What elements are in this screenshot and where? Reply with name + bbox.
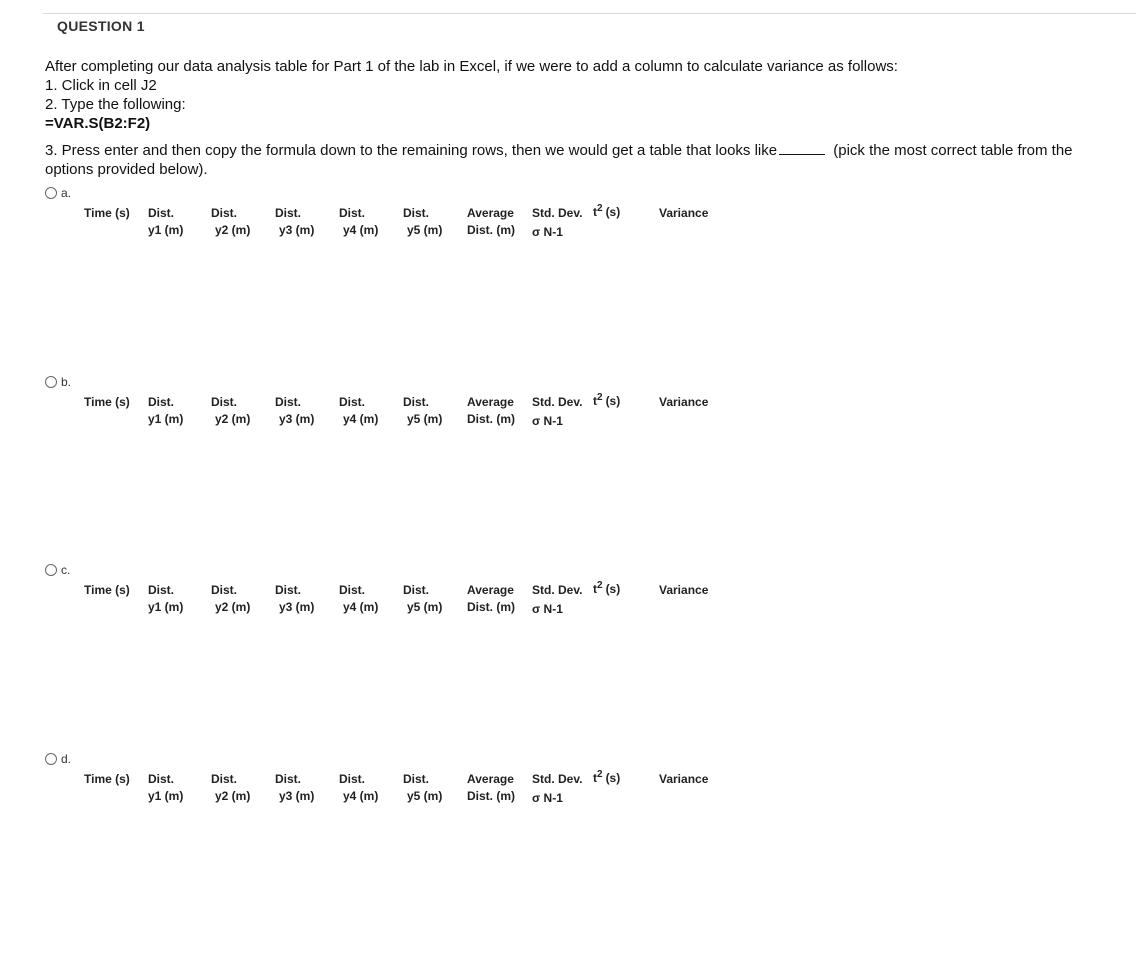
table-header: Dist. (m)	[467, 412, 515, 426]
table-header: σ N-1	[532, 225, 563, 239]
table-header: Average	[467, 583, 514, 597]
table-header: Std. Dev.	[532, 772, 583, 786]
table-header: y4 (m)	[343, 412, 379, 426]
option-a-letter: a.	[61, 186, 72, 200]
table-header: Dist.	[211, 583, 238, 597]
option-a	[45, 187, 1125, 375]
table-header: Std. Dev.	[532, 206, 583, 220]
time-squared-unit: (s)	[605, 394, 621, 408]
table-header: Variance	[659, 772, 709, 786]
table-header: σ N-1	[532, 791, 563, 805]
table-header: Std. Dev.	[532, 583, 583, 597]
stem-step-3-text: 3. Press enter and then copy the formula down to the remaining rows, then we would get a table that looks like	[45, 142, 778, 159]
table-header: y5 (m)	[407, 223, 443, 237]
table-header: y3 (m)	[279, 789, 315, 803]
table-header: Dist.	[339, 395, 366, 409]
table-header: Average	[467, 395, 514, 409]
table-header-time-squared	[593, 392, 620, 408]
table-header-time-squared	[593, 203, 620, 219]
table-header: Dist.	[403, 583, 430, 597]
table-header: Time (s)	[84, 395, 130, 409]
table-header: y1 (m)	[148, 600, 184, 614]
time-squared-unit: (s)	[605, 205, 621, 219]
time-squared-symbol: t	[593, 394, 597, 408]
table-header: Time (s)	[84, 583, 130, 597]
table-header: Dist.	[339, 583, 366, 597]
table-header: Dist.	[275, 772, 302, 786]
table-header: Dist.	[403, 395, 430, 409]
stem-step-2: 2. Type the following:	[45, 96, 186, 113]
table-header: y1 (m)	[148, 223, 184, 237]
stem-intro: After completing our data analysis table for Part 1 of the lab in Excel, if we were to add a column to calculate variance as follows:	[45, 58, 898, 75]
table-header: Dist.	[211, 206, 238, 220]
time-squared-unit: (s)	[605, 771, 621, 785]
table-header: Dist.	[339, 772, 366, 786]
time-squared-exponent: 2	[597, 203, 603, 214]
table-header: Dist. (m)	[467, 600, 515, 614]
table-header: y2 (m)	[215, 600, 251, 614]
table-header: y1 (m)	[148, 412, 184, 426]
table-header: y2 (m)	[215, 789, 251, 803]
option-b	[45, 376, 1125, 564]
option-c-letter: c.	[61, 563, 71, 577]
stem-formula: =VAR.S(B2:F2)	[45, 115, 151, 132]
table-header: y5 (m)	[407, 412, 443, 426]
table-header: Std. Dev.	[532, 395, 583, 409]
table-header: Dist.	[148, 772, 175, 786]
table-header: Dist.	[211, 395, 238, 409]
question-stem	[45, 57, 1105, 179]
option-b-letter: b.	[61, 375, 72, 389]
table-header: Variance	[659, 583, 709, 597]
table-header: y4 (m)	[343, 600, 379, 614]
table-header: Variance	[659, 206, 709, 220]
table-header: Average	[467, 772, 514, 786]
time-squared-unit: (s)	[605, 582, 621, 596]
table-header-time-squared	[593, 580, 620, 596]
time-squared-exponent: 2	[597, 392, 603, 403]
option-b-radio[interactable]	[45, 376, 57, 388]
table-header: Dist.	[148, 206, 175, 220]
time-squared-symbol: t	[593, 582, 597, 596]
table-header: Average	[467, 206, 514, 220]
stem-step-3-tail: (pick the most correct table from the options provided below).	[45, 142, 1073, 178]
stem-step-3	[45, 141, 1105, 179]
table-header: y3 (m)	[279, 600, 315, 614]
table-header: σ N-1	[532, 414, 563, 428]
table-header: Dist.	[148, 583, 175, 597]
table-header: y4 (m)	[343, 789, 379, 803]
table-header: y3 (m)	[279, 412, 315, 426]
option-c-radio[interactable]	[45, 564, 57, 576]
table-header: Dist. (m)	[467, 789, 515, 803]
option-d-letter: d.	[61, 752, 72, 766]
answer-blank	[779, 153, 825, 155]
table-header: y3 (m)	[279, 223, 315, 237]
table-header: y2 (m)	[215, 223, 251, 237]
table-header: Dist. (m)	[467, 223, 515, 237]
question-title: QUESTION 1	[57, 18, 145, 34]
table-header: Time (s)	[84, 772, 130, 786]
option-a-radio[interactable]	[45, 187, 57, 199]
time-squared-symbol: t	[593, 771, 597, 785]
option-d-radio[interactable]	[45, 753, 57, 765]
table-header: Dist.	[403, 772, 430, 786]
table-header: Dist.	[275, 206, 302, 220]
table-header: Variance	[659, 395, 709, 409]
header-divider	[43, 13, 1136, 14]
table-header-time-squared	[593, 769, 620, 785]
time-squared-exponent: 2	[597, 769, 603, 780]
table-header: Dist.	[275, 395, 302, 409]
table-header: Time (s)	[84, 206, 130, 220]
time-squared-symbol: t	[593, 205, 597, 219]
table-header: σ N-1	[532, 602, 563, 616]
table-header: y5 (m)	[407, 600, 443, 614]
table-header: y5 (m)	[407, 789, 443, 803]
table-header: Dist.	[148, 395, 175, 409]
table-header: Dist.	[339, 206, 366, 220]
table-header: Dist.	[403, 206, 430, 220]
stem-step-1: 1. Click in cell J2	[45, 77, 157, 94]
table-header: Dist.	[211, 772, 238, 786]
table-header: y2 (m)	[215, 412, 251, 426]
table-header: Dist.	[275, 583, 302, 597]
table-header: y4 (m)	[343, 223, 379, 237]
table-header: y1 (m)	[148, 789, 184, 803]
option-d	[45, 753, 1125, 941]
time-squared-exponent: 2	[597, 580, 603, 591]
option-c	[45, 564, 1125, 752]
